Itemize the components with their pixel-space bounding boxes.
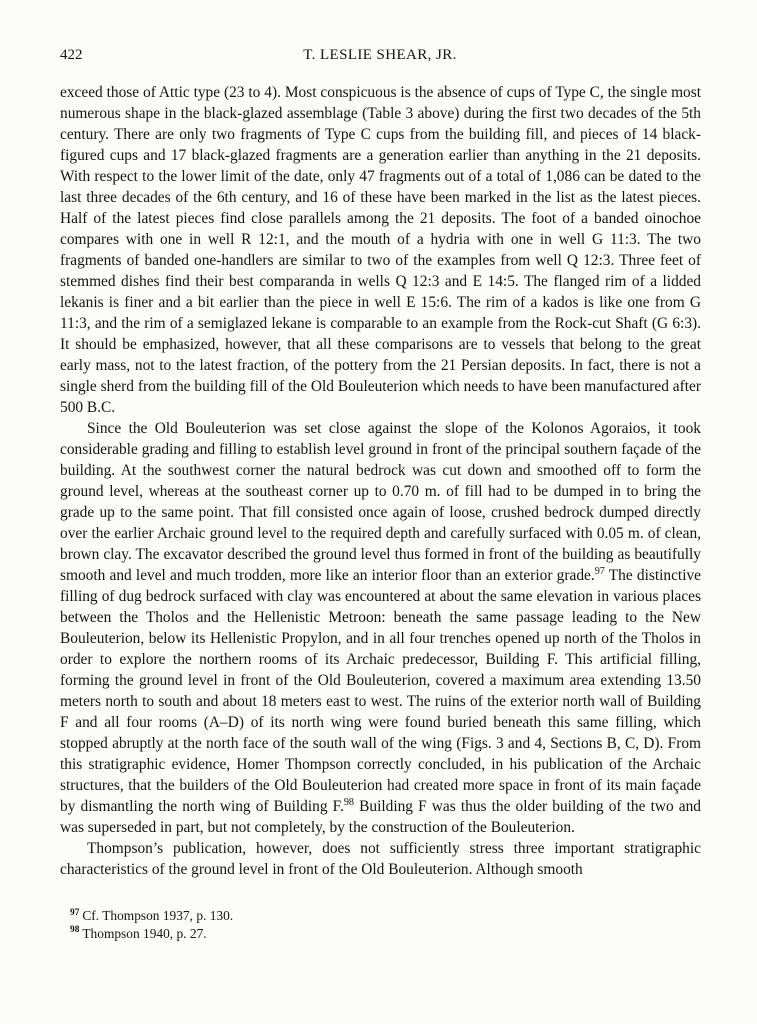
footnote-marker: 97 bbox=[70, 907, 80, 918]
footnote-98 bbox=[60, 925, 701, 943]
footnote-text: Cf. Thompson 1937, p. 130. bbox=[82, 908, 234, 923]
paragraph-text: Building F was thus the older building of the two and was superseded in part, but not completely, by the construction of the Bouleuterion. bbox=[60, 798, 701, 836]
footnote-ref-98: 98 bbox=[343, 796, 354, 808]
paragraph-text: exceed those of Attic type (23 to 4). Most conspicuous is the absence of cups of Type C, the single most numerous shape in the black-glazed assemblage (Table 3 above) during the first two decades of the 5th century. There are only two fragments of Type C cups from the building fill, and pieces of 14 black-figured cups and 17 black-glazed fragments are a generation earlier than anything in the 21 deposits. With respect to the lower limit of the date, only 47 fragments out of a total of 1,086 can be dated to the last three decades of the 6th century, and 16 of these have been marked in the list as the latest pieces. Half of the latest pieces find close parallels among the 21 deposits. The foot of a banded oinochoe compares with one in well R 12:1, and the mouth of a hydria with one in well G 11:3. The two fragments of banded one-handlers are similar to two of the examples from well Q 12:3. Three feet of stemmed dishes find their best comparanda in wells Q 12:3 and E 14:5. The flanged rim of a lidded lekanis is finer and a bit earlier than the piece in well E 15:6. The rim of a kados is like one from G 11:3, and the rim of a semiglazed lekane is comparable to an example from the Rock-cut Shaft (G 6:3). It should be emphasized, however, that all these comparisons are to vessels that belong to the great early mass, not to the latest fraction, of the pottery from the 21 Persian deposits. In fact, there is not a single sherd from the building fill of the Old Bouleuterion which needs to have been manufactured after 500 B.C. bbox=[60, 84, 701, 416]
footnote-97 bbox=[60, 907, 701, 925]
running-head-author: T. LESLIE SHEAR, JR. bbox=[303, 47, 457, 63]
footnotes-section bbox=[60, 907, 701, 942]
paragraph-text: Since the Old Bouleuterion was set close against the slope of the Kolonos Agoraios, it took considerable grading and filling to establish level ground in front of the principal southern façade of the building. At the southwest corner the natural bedrock was cut down and smoothed off to form the ground level, whereas at the southeast corner up to 0.70 m. of fill had to be dumped in to bring the grade up to the same point. That fill consisted once again of loose, crushed bedrock dumped directly over the earlier Archaic ground level to the required depth and carefully surfaced with 0.05 m. of clean, brown clay. The excavator described the ground level thus formed in front of the building as beautifully smooth and level and much trodden, more like an interior floor than an exterior grade. bbox=[60, 420, 701, 584]
paragraph-continued bbox=[60, 82, 701, 418]
paragraph-text: The distinctive filling of dug bedrock surfaced with clay was encountered at about the same elevation in various places between the Tholos and the Hellenistic Metroon: beneath the same passage leading to the New Bouleuterion, below its Hellenistic Propylon, and in all four trenches opened up north of the Tholos in order to explore the northern rooms of its Archaic predecessor, Building F. This artificial filling, forming the ground level in front of the Old Bouleuterion, covered a maximum area extending 13.50 meters north to south and about 18 meters east to west. The ruins of the exterior north wall of Building F and all four rooms (A–D) of its north wing were found buried beneath this same filling, which stopped abruptly at the north face of the south wall of the wing (Figs. 3 and 4, Sections B, C, D). From this stratigraphic evidence, Homer Thompson correctly concluded, in his publication of the Archaic structures, that the builders of the Old Bouleuterion had created more space in front of its main façade by dismantling the north wing of Building F. bbox=[60, 567, 701, 815]
page-header bbox=[60, 47, 700, 67]
paragraph bbox=[60, 418, 701, 838]
page-number: 422 bbox=[60, 47, 83, 63]
paragraph bbox=[60, 838, 701, 880]
paragraph-text: Thompson’s publication, however, does not sufficiently stress three important stratigraphic characteristics of the ground level in front of the Old Bouleuterion. Although smooth bbox=[60, 840, 701, 878]
footnote-text: Thompson 1940, p. 27. bbox=[82, 925, 207, 941]
article-body bbox=[60, 82, 701, 880]
footnote-marker: 98 bbox=[70, 925, 80, 936]
footnote-ref-97: 97 bbox=[594, 565, 605, 577]
